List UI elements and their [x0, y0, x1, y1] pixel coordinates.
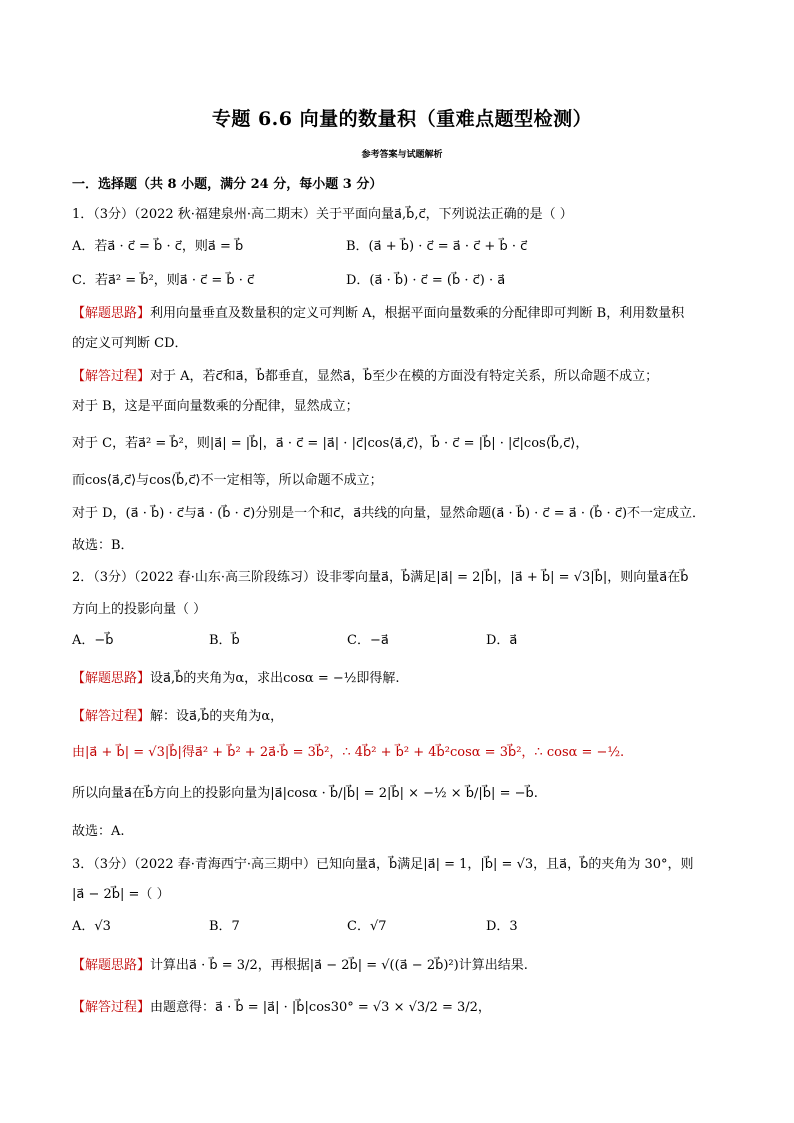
- q2-idea-line1: [72, 670, 400, 688]
- section-heading: 一．选择题（共 8 小题，满分 24 分，每小题 3 分）: [72, 177, 383, 192]
- q3-process-tag: 【解答过程】: [72, 1000, 151, 1015]
- q1-answer: 故选：B．: [72, 538, 134, 553]
- q3-option-d: D．3: [486, 919, 518, 934]
- q3-option-b: B．7: [209, 919, 240, 934]
- q2-option-b: B．b⃗: [209, 633, 240, 648]
- q1-option-d: D．(a⃗ · b⃗) · c⃗ = (b⃗ · c⃗) · a⃗: [346, 273, 506, 288]
- q1-process-tag: 【解答过程】: [72, 369, 151, 384]
- q3-process-text: 由题意得：a⃗ · b⃗ = |a⃗| · |b⃗|cos30° = √3 × √3/2 = 3/2，: [150, 1000, 491, 1015]
- q2-idea-text: 设a⃗,b⃗的夹角为α，求出cosα = −½即得解.: [150, 671, 400, 686]
- q1-option-a: A．若a⃗ · c⃗ = b⃗ · c⃗，则a⃗ = b⃗: [72, 239, 244, 254]
- q2-idea-tag: 【解题思路】: [72, 671, 151, 686]
- q3-stem-line1: 3．（3分）（2022 春·青海西宁·高三期中）已知向量a⃗，b⃗满足|a⃗| = 1，|b⃗| = √3，且a⃗，b⃗的夹角为 30°，则: [72, 857, 694, 872]
- q1-idea-tag: 【解题思路】: [72, 306, 151, 321]
- q1-option-b: B．(a⃗ + b⃗) · c⃗ = a⃗ · c⃗ + b⃗ · c⃗: [346, 239, 528, 254]
- q3-option-c: C．√7: [347, 919, 387, 934]
- q3-stem-line2: |a⃗ − 2b⃗| =（ ）: [72, 887, 170, 902]
- q3-idea-text: 计算出a⃗ · b⃗ = 3/2，再根据|a⃗ − 2b⃗| = √((a⃗ − 2b⃗)²)计算出结果.: [150, 958, 528, 973]
- q3-idea-tag: 【解题思路】: [72, 958, 151, 973]
- q2-stem-line2: 方向上的投影向量（ ）: [72, 602, 207, 617]
- q1-idea-line1: [72, 305, 684, 323]
- q3-idea-line1: [72, 957, 528, 975]
- q2-process-line3: 所以向量a⃗在b⃗方向上的投影向量为|a⃗|cosα · b⃗/|b⃗| = 2|b⃗| × −½ × b⃗/|b⃗| = −b⃗.: [72, 786, 538, 801]
- q1-idea-text: 利用向量垂直及数量积的定义可判断 A，根据平面向量数乘的分配律即可判断 B，利用数量积: [150, 306, 685, 321]
- q1-process-line3: 对于 C，若a⃗² = b⃗²，则|a⃗| = |b⃗|，a⃗ · c⃗ = |a⃗| · |c⃗|cos⟨a⃗,c⃗⟩，b⃗ · c⃗ = |b⃗| · |c⃗|cos⟨b⃗,c⃗⟩，: [72, 436, 589, 451]
- q2-stem-line1: 2．（3分）（2022 春·山东·高三阶段练习）设非零向量a⃗，b⃗满足|a⃗| = 2|b⃗|，|a⃗ + b⃗| = √3|b⃗|，则向量a⃗在b⃗: [72, 570, 689, 585]
- q3-option-a: A．√3: [72, 919, 111, 934]
- q2-answer: 故选：A.: [72, 824, 125, 839]
- q1-process-line1: [72, 368, 658, 386]
- q2-process-text: 解：设a⃗,b⃗的夹角为α，: [150, 709, 284, 724]
- q2-process-line2: 由|a⃗ + b⃗| = √3|b⃗|得a⃗² + b⃗² + 2a⃗·b⃗ = 3b⃗²，∴ 4b⃗² + b⃗² + 4b⃗²cosα = 3b⃗²，∴ cosα = −½.: [72, 745, 625, 760]
- q2-option-a: A．−b⃗: [72, 633, 114, 648]
- q1-process-text: 对于 A，若c⃗和a⃗，b⃗都垂直，显然a⃗，b⃗至少在模的方面没有特定关系，所以命题不成立；: [150, 369, 659, 384]
- q1-option-c: C．若a⃗² = b⃗²，则a⃗ · c⃗ = b⃗ · c⃗: [72, 273, 255, 288]
- q1-process-line5: 对于 D，(a⃗ · b⃗) · c⃗与a⃗ · (b⃗ · c⃗)分别是一个和c⃗，a⃗共线的向量，显然命题(a⃗ · b⃗) · c⃗ = a⃗ · (b⃗ · c⃗)不一定成立．: [72, 506, 706, 521]
- q3-process-line1: [72, 999, 491, 1017]
- q1-process-line4: 而cos⟨a⃗,c⃗⟩与cos⟨b⃗,c⃗⟩不一定相等，所以命题不成立；: [72, 473, 383, 488]
- q1-stem: 1．（3分）（2022 秋·福建泉州·高二期末）关于平面向量a⃗,b⃗,c⃗，下列说法正确的是（ ）: [72, 207, 573, 222]
- q2-option-d: D．a⃗: [486, 633, 518, 648]
- page-title: 专题 6.6 向量的数量积（重难点题型检测）: [211, 108, 593, 130]
- q1-process-line2: 对于 B，这是平面向量数乘的分配律，显然成立；: [72, 399, 359, 414]
- q2-process-line1: [72, 708, 283, 726]
- q1-idea-line2: 的定义可判断 CD．: [72, 336, 188, 351]
- q2-option-c: C．−a⃗: [347, 633, 389, 648]
- page-subtitle: 参考答案与试题解析: [361, 150, 443, 160]
- q2-process-tag: 【解答过程】: [72, 709, 151, 724]
